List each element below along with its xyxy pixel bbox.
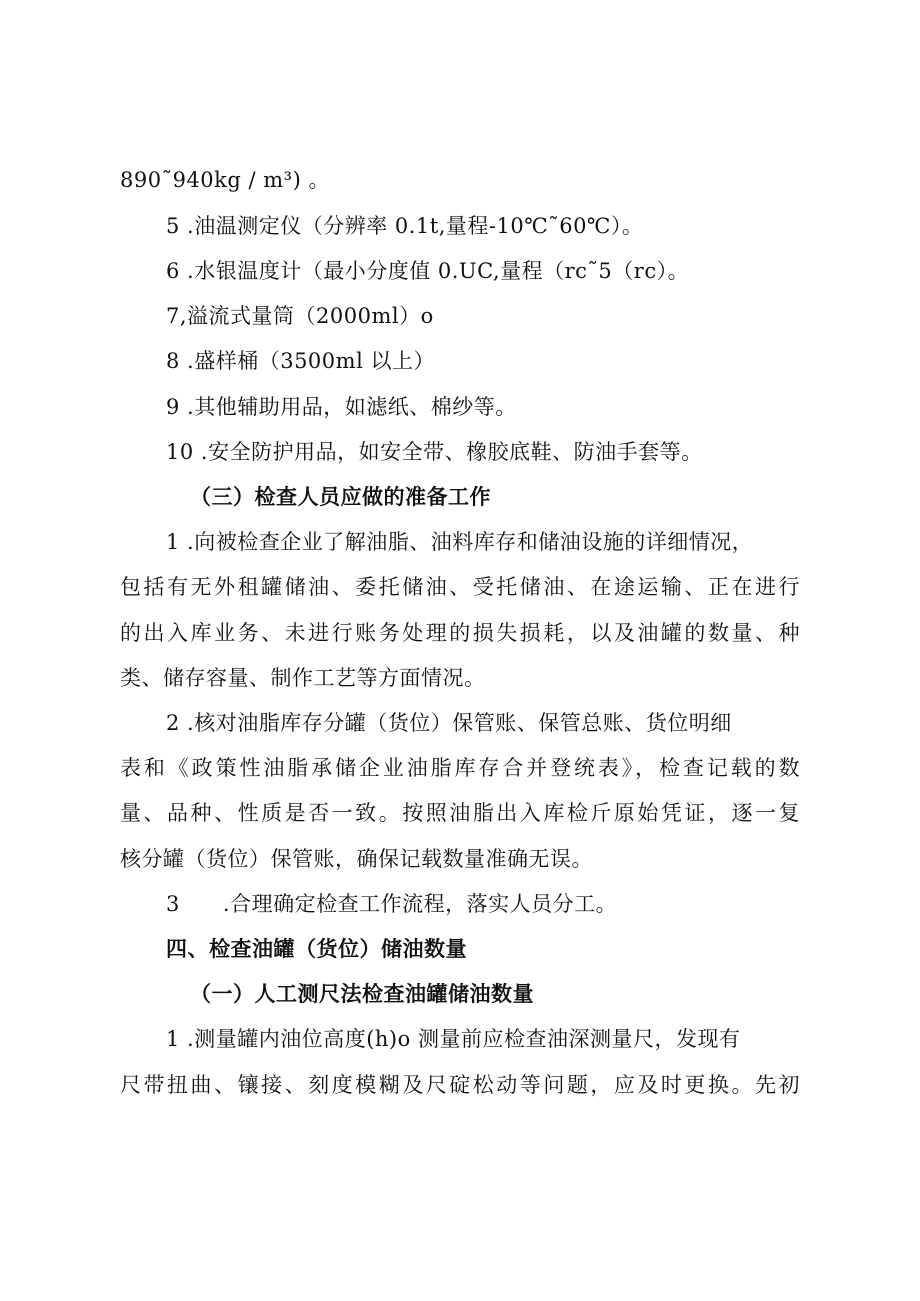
list-item-thermometer-oil: 5 .油温测定仪（分辨率 0.1t,量程-10℃˜60℃）。 bbox=[166, 214, 644, 238]
paragraph-line-density-end: 890˜940kg / m³) 。 bbox=[120, 168, 330, 192]
paragraph-line: 1 .测量罐内油位高度(h)o 测量前应检查油深测量尺，发现有 bbox=[166, 1027, 741, 1051]
list-item-graduated-cylinder: 7,溢流式量筒（2000ml）o bbox=[166, 304, 434, 328]
section-heading-tank-quantity: 四、检查油罐（货位）储油数量 bbox=[166, 936, 467, 961]
paragraph-line: 包括有无外租罐储油、委托储油、受托储油、在途运输、正在进行 bbox=[120, 575, 800, 599]
paragraph-line: 的出入库业务、未进行账务处理的损失损耗，以及油罐的数量、种 bbox=[120, 621, 800, 645]
paragraph-line: 表和《政策性油脂承储企业油脂库存合并登统表》，检查记载的数 bbox=[120, 756, 800, 780]
list-item-sample-bucket: 8 .盛样桶（3500ml 以上） bbox=[166, 349, 435, 373]
subsection-heading-preparation: （三）检查人员应做的准备工作 bbox=[190, 484, 491, 509]
list-item-safety-gear: 10 .安全防护用品，如安全带、橡胶底鞋、防油手套等。 bbox=[166, 440, 703, 464]
list-item-mercury-thermometer: 6 .水银温度计（最小分度值 0.UC,量程（rc˜5（rc）。 bbox=[166, 259, 690, 283]
list-item-auxiliary-supplies: 9 .其他辅助用品，如滤纸、棉纱等。 bbox=[166, 395, 517, 419]
paragraph-line: 1 .向被检查企业了解油脂、油料库存和储油设施的详细情况， bbox=[166, 530, 754, 554]
paragraph-line: 核分罐（货位）保管账，确保记载数量准确无误。 bbox=[120, 847, 593, 871]
subsection-heading-manual-gauging: （一）人工测尺法检查油罐储油数量 bbox=[190, 981, 534, 1006]
paragraph-line-workflow: 3 .合理确定检查工作流程，落实人员分工。 bbox=[166, 892, 618, 916]
paragraph-line: 量、品种、性质是否一致。按照油脂出入库检斤原始凭证，逐一复 bbox=[120, 801, 800, 825]
paragraph-line: 2 .核对油脂库存分罐（货位）保管账、保管总账、货位明细 bbox=[166, 711, 732, 735]
paragraph-line: 类、储存容量、制作工艺等方面情况。 bbox=[120, 666, 486, 690]
paragraph-line: 尺带扭曲、镶接、刻度模糊及尺碇松动等问题，应及时更换。先初 bbox=[120, 1073, 800, 1097]
